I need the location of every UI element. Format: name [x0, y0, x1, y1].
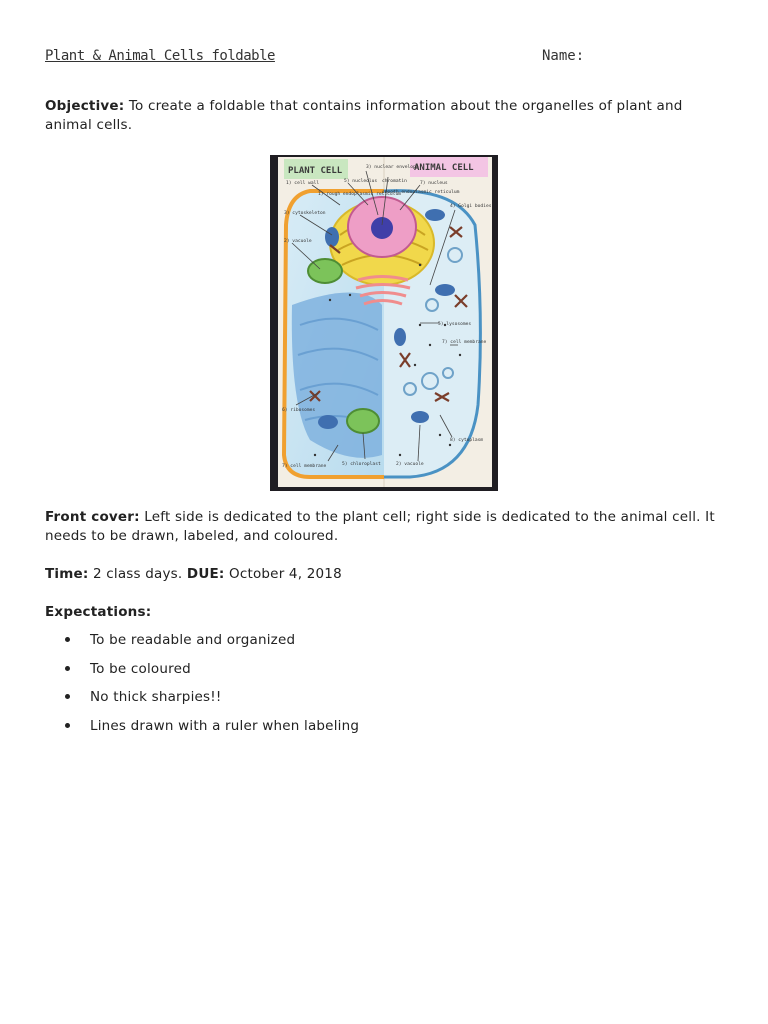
expectations-list	[45, 630, 725, 744]
expectations-heading	[45, 603, 725, 622]
label-vacuole-left: 2) vacuole	[284, 239, 312, 244]
mitochondrion-1	[325, 227, 339, 247]
chloroplast-bottom	[347, 409, 379, 433]
expectations-label: Expectations:	[45, 604, 152, 620]
bullet-icon	[65, 666, 70, 671]
front-cover-paragraph	[45, 508, 725, 546]
mitochondrion-2	[318, 415, 338, 429]
time-text: 2 class days.	[92, 566, 183, 582]
bullet-icon	[65, 694, 70, 699]
name-field-label: Name:	[542, 48, 585, 64]
label-nucleolus: 5) nucleolus	[344, 179, 378, 184]
cell-diagram-photo	[270, 155, 498, 491]
label-cell-wall: 1) cell wall	[286, 181, 320, 186]
time-label: Time:	[45, 566, 89, 582]
label-chloroplast: 5) chloroplast	[342, 462, 381, 467]
mitochondrion-6	[411, 411, 429, 423]
nucleolus	[371, 217, 393, 239]
list-item: No thick sharpies!!	[45, 687, 725, 716]
mitochondrion-3	[425, 209, 445, 221]
front-cover-label: Front cover:	[45, 509, 140, 525]
label-vacuole-bottom: 2) vacuole	[396, 462, 424, 467]
label-nuclear-envelope: 3) nuclear envelope	[366, 165, 419, 170]
animal-cell-title: ANIMAL CELL	[414, 163, 474, 173]
due-date: October 4, 2018	[229, 566, 342, 582]
label-rough-er: 1) rough endoplasmic reticulum	[318, 192, 401, 197]
time-paragraph	[45, 565, 725, 584]
label-ribosomes: 6) ribosomes	[282, 408, 316, 413]
objective-label: Objective:	[45, 98, 125, 114]
bullet-icon	[65, 723, 70, 728]
label-nucleus: 7) nucleus	[420, 181, 448, 186]
bullet-icon	[65, 637, 70, 642]
label-cell-membrane-right: 7) cell membrane	[442, 340, 487, 345]
label-cytoplasm: 8) cytoplasm	[450, 438, 484, 443]
label-cytoskeleton: 3) cytoskeleton	[284, 211, 326, 216]
objective-text: To create a foldable that contains information about the organelles of plant and animal cells.	[45, 98, 683, 133]
label-lysosomes: 5) lysosomes	[438, 322, 472, 327]
label-cell-membrane-left: 7) cell membrane	[282, 464, 327, 469]
mitochondrion-5	[394, 328, 406, 346]
front-cover-text: Left side is dedicated to the plant cell; right side is dedicated to the animal cell. It needs to be drawn, labeled, and coloured.	[45, 509, 715, 544]
worksheet-title: Plant & Animal Cells foldable	[45, 48, 275, 64]
list-item: To be readable and organized	[45, 630, 725, 659]
plant-cell-title: PLANT CELL	[288, 166, 343, 176]
label-chromatin: chromatin	[382, 179, 407, 184]
due-label: DUE:	[186, 566, 225, 582]
list-item: Lines drawn with a ruler when labeling	[45, 716, 725, 745]
label-golgi: 4) Golgi bodies	[450, 204, 492, 209]
objective-paragraph	[45, 97, 725, 135]
label-smooth-er: smooth endoplasmic reticulum	[382, 190, 460, 195]
list-item: To be coloured	[45, 659, 725, 688]
mitochondrion-4	[435, 284, 455, 296]
